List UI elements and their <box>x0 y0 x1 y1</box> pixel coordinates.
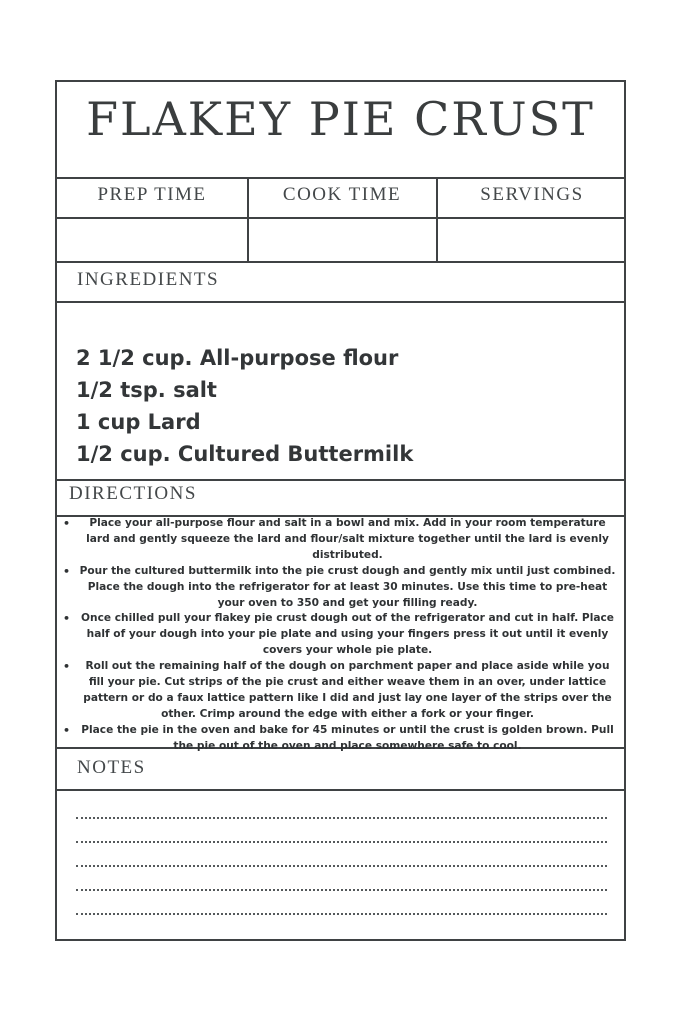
direction-step: • Once chilled pull your flakey pie crust dough out of the refrigerator and cut in half. Place half of your dough into your pie plate and using your fingers press it out until it evenly covers your whole pie plate. <box>63 611 620 659</box>
recipe-title: FLAKEY PIE CRUST <box>86 92 595 146</box>
directions-heading: DIRECTIONS <box>69 483 197 504</box>
divider <box>57 789 624 791</box>
notes-line <box>76 889 607 891</box>
direction-step: • Place the pie in the oven and bake for 45 minutes or until the crust is golden brown. Pull the pie out of the oven and place somewhere safe to cool. <box>63 723 620 755</box>
direction-step: • Pour the cultured buttermilk into the pie crust dough and gently mix until just combined. Place the dough into the refrigerator for at least 30 minutes. Use this time to pre-heat your oven to 350 and get your filling ready. <box>63 564 620 612</box>
ingredient-item: 1 cup Lard <box>76 410 201 434</box>
direction-step: • Roll out the remaining half of the dough on parchment paper and place aside while you fill your pie. Cut strips of the pie crust and either weave them in an over, under lattice pattern or do a faux lattice pattern like I did and just lay one layer of the strips over the other. Crimp around the edge with either a fork or your finger. <box>63 659 620 723</box>
cook-time-label: COOK TIME <box>282 184 402 205</box>
directions-list <box>63 516 620 755</box>
notes-line <box>76 865 607 867</box>
divider <box>57 301 624 303</box>
ingredients-heading: INGREDIENTS <box>77 269 220 290</box>
prep-time-label: PREP TIME <box>97 184 207 205</box>
notes-line <box>76 817 607 819</box>
ingredients-list <box>76 342 413 470</box>
servings-label: SERVINGS <box>480 184 584 205</box>
ingredient-item: 1/2 tsp. salt <box>76 378 217 402</box>
direction-step: • Place your all-purpose flour and salt in a bowl and mix. Add in your room temperature lard and gently squeeze the lard and flour/salt mixture together until the lard is evenly distributed. <box>63 516 620 564</box>
notes-line <box>76 841 607 843</box>
divider <box>57 479 624 481</box>
notes-line <box>76 913 607 915</box>
notes-heading: NOTES <box>77 757 146 778</box>
divider <box>57 177 624 179</box>
divider <box>57 217 624 219</box>
recipe-card <box>55 80 626 941</box>
ingredient-item: 2 1/2 cup. All-purpose flour <box>76 346 399 370</box>
ingredient-item: 1/2 cup. Cultured Buttermilk <box>76 442 414 466</box>
divider <box>57 261 624 263</box>
